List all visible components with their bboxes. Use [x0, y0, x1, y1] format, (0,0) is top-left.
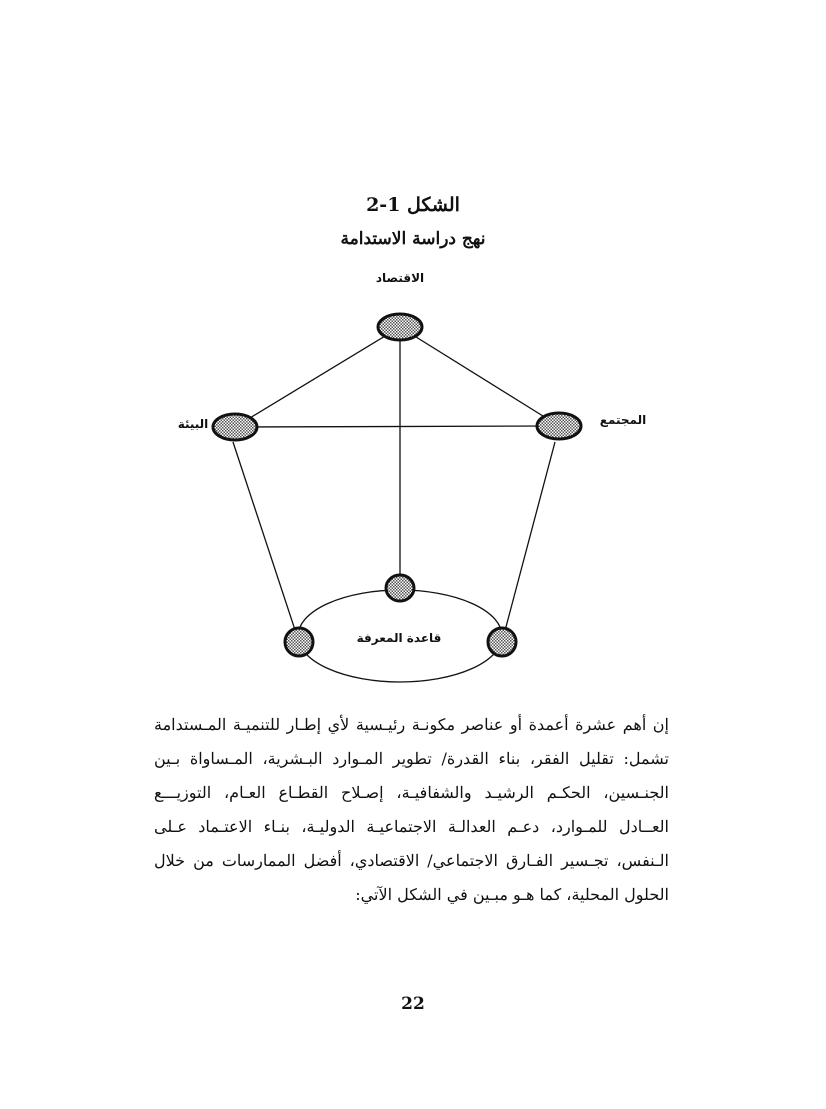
edge-environment-society — [235, 426, 559, 427]
label-economy: الاقتصاد — [375, 271, 425, 285]
node-society — [537, 413, 581, 439]
label-environment: البيئة — [177, 417, 209, 431]
figure-title: الشكل 1-2 — [366, 194, 460, 216]
page-number: 22 — [401, 994, 425, 1014]
body-paragraph: إن أهم عشرة أعمدة أو عناصر مكونـة رئيـسية لأي إطـار للتنميـة المـستدامة تشمل: تقليل الفقر، بناء القدرة/ تطوير المـوارد البـشرية، المـساواة بـين الجنـسين، الحكـم الرشيـد والشفافيـة، إصـلاح القطـاع العـام، التوزيـــع العــادل للمـوارد، دعـم العدالـة الاجتماعيـة الدوليـة، بنـاء الاعتـماد عـلى الـنفس، تجـسير الفـارق الاجتماعي/ الاقتصادي، أفضل الممارسات من خلال الحلول المحلية، كما هـو مبـين في الشكل الآتي: — [154, 715, 670, 904]
edge-society-bottom-right — [502, 442, 555, 642]
node-knowledge-top — [386, 575, 414, 601]
node-environment — [213, 414, 257, 440]
label-knowledge-base: قاعدة المعرفة — [356, 631, 442, 645]
figure-subtitle: نهج دراسة الاستدامة — [340, 229, 486, 249]
sustainability-diagram — [150, 262, 670, 702]
label-society: المجتمع — [599, 413, 647, 427]
edge-economy-society — [400, 327, 559, 426]
node-bottom-right — [488, 628, 516, 656]
edge-environment-bottom-left — [233, 442, 299, 642]
node-bottom-left — [285, 628, 313, 656]
node-economy — [378, 314, 422, 340]
edge-economy-environment — [235, 327, 400, 427]
